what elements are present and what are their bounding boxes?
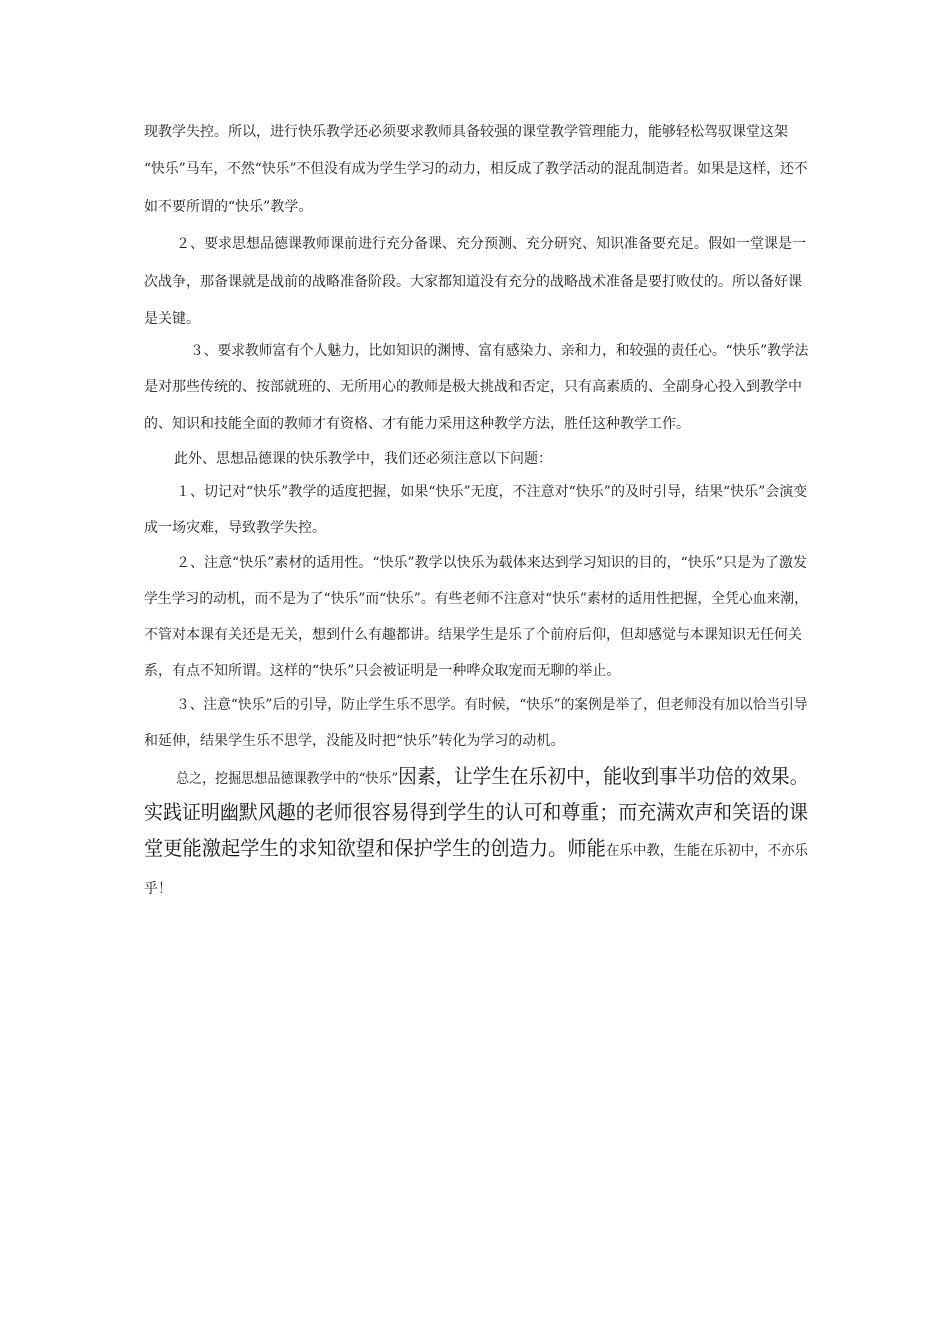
paragraph-line: 此外、思想品德课的快乐教学中，我们还必须注意以下问题： (174, 451, 552, 467)
conclusion-text-large: 因素，让学生在乐初中，能收到事半功倍的效果。 (398, 764, 809, 788)
paragraph-line: 成一场灾难，导致教学失控。 (144, 520, 326, 536)
paragraph-line: 次战争，那备课就是战前的战略准备阶段。大家都知道没有充分的战略战术准备是要打败仗的。所以备好课 (144, 274, 802, 290)
paragraph-line: 不管对本课有关还是无关，想到什么有趣都讲。结果学生是乐了个前府后仰，但却感觉与本课知识无任何关 (144, 627, 802, 643)
paragraph-line: ２、要求思想品德课教师课前进行充分备课、充分预测、充分研究、知识准备要充足。假如一堂课是一 (176, 236, 806, 252)
paragraph-line: ２、注意“快乐”素材的适用性。“快乐”教学以快乐为载体来达到学习知识的目的，“快乐”只是为了激发 (176, 555, 807, 571)
paragraph-line: 学生学习的动机，而不是为了“快乐”而“快乐”。有些老师不注意对“快乐”素材的适用性把握，全凭心血来潮， (144, 591, 808, 607)
paragraph-line: 和延伸，结果学生乐不思学，没能及时把“快乐”转化为学习的动机。 (144, 733, 565, 749)
conclusion-line: 实践证明幽默风趣的老师很容易得到学生的认可和尊重；而充满欢声和笑语的课 (144, 800, 809, 824)
paragraph-line: １、切记对“快乐”教学的适度把握，如果“快乐”无度，不注意对“快乐”的及时引导，结果“快乐”会演变 (176, 484, 808, 500)
paragraph-line: 是关键。 (144, 311, 200, 327)
paragraph-line: 如不要所谓的“快乐”教学。 (144, 199, 313, 215)
conclusion-line: 乎！ (144, 881, 172, 897)
paragraph-line: ３、注意“快乐”后的引导，防止学生乐不思学。有时候，“快乐”的案例是举了，但老师没有加以恰当引导 (176, 697, 808, 713)
conclusion-line (144, 835, 808, 861)
paragraph-line: 的、知识和技能全面的教师才有资格、才有能力采用这种教学方法，胜任这种教学工作。 (144, 416, 690, 432)
paragraph-line: 现教学失控。所以，进行快乐教学还必须要求教师具备较强的课堂教学管理能力，能够轻松驾驭课堂这架 (144, 124, 788, 140)
paragraph-line: 是对那些传统的、按部就班的、无所用心的教师是极大挑战和否定，只有高素质的、全副身心投入到教学中 (144, 379, 802, 395)
paragraph-line: 系，有点不知所谓。这样的“快乐”只会被证明是一种哗众取宠而无聊的举止。 (144, 663, 621, 679)
conclusion-text-small: 在乐中教，生能在乐初中，不亦乐 (605, 843, 808, 859)
paragraph-line: ３、要求教师富有个人魅力，比如知识的渊博、富有感染力、亲和力，和较强的责任心。“快乐”教学法 (190, 343, 809, 359)
conclusion-text-large: 堂更能激起学生的求知欲望和保护学生的创造力。师能 (144, 836, 606, 860)
conclusion-text-small: 总之，挖掘思想品德课教学中的“快乐” (176, 771, 399, 787)
paragraph-line: “快乐”马车，不然“快乐”不但没有成为学生学习的动力，相反成了教学活动的混乱制造者。如果是这样，还不 (144, 161, 808, 177)
conclusion-line (176, 763, 808, 789)
